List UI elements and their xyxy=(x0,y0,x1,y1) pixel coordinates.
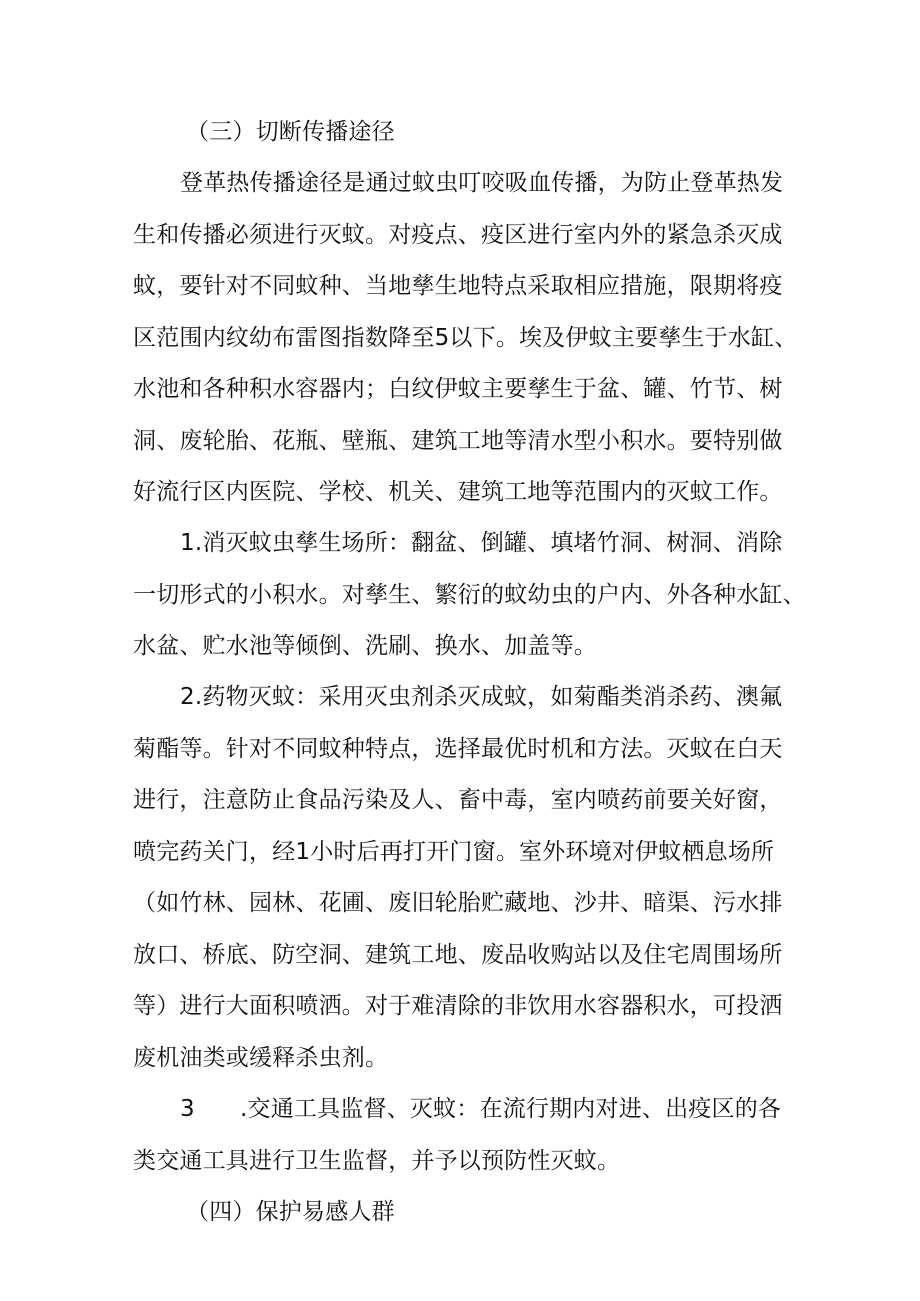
paragraph-line: 水池和各种积水容器内；白纹伊蚊主要孳生于盆、罐、竹节、树 xyxy=(133,376,783,402)
list-item-2-line: 2.药物灭蚊：采用灭虫剂杀灭成蚊，如菊酯类消杀药、澳氟 xyxy=(180,684,783,710)
paragraph-line: 好流行区内医院、学校、机关、建筑工地等范围内的灭蚊工作。 xyxy=(133,479,783,505)
paragraph-line: 区范围内纹幼布雷图指数降至5以下。埃及伊蚊主要孳生于水缸、 xyxy=(133,325,798,351)
paragraph-line: 生和传播必须进行灭蚊。对疫点、疫区进行室内外的紧急杀灭成 xyxy=(133,222,783,248)
list-item-2-line: 放口、桥底、防空洞、建筑工地、废品收购站以及住宅周围场所 xyxy=(133,942,783,968)
list-item-2-line: 菊酯等。针对不同蚊种特点，选择最优时机和方法。灭蚊在白天 xyxy=(133,736,783,762)
list-item-2-line: 进行，注意防止食品污染及人、畜中毒，室内喷药前要关好窗， xyxy=(133,787,783,813)
paragraph-line: 登革热传播途径是通过蚊虫叮咬吸血传播，为防止登革热发 xyxy=(180,170,784,196)
list-item-2-line: （如竹林、园林、花圃、废旧轮胎贮藏地、沙井、暗渠、污水排 xyxy=(133,890,783,916)
section-heading-4: （四）保护易感人群 xyxy=(186,1199,395,1225)
list-item-3-line: .交通工具监督、灭蚊：在流行期内对进、出疫区的各 xyxy=(240,1096,782,1122)
list-item-3-line: 类交通工具进行卫生监督，并予以预防性灭蚊。 xyxy=(133,1148,621,1174)
paragraph-line: 蚊，要针对不同蚊种、当地孳生地特点采取相应措施，限期将疫 xyxy=(133,273,783,299)
list-item-1-line: 一切形式的小积水。对孳生、繁衍的蚊幼虫的户内、外各种水缸、 xyxy=(133,582,806,608)
section-heading-3: （三）切断传播途径 xyxy=(186,119,395,145)
paragraph-line: 洞、废轮胎、花瓶、壁瓶、建筑工地等清水型小积水。要特别做 xyxy=(133,428,783,454)
list-item-3-number: 3 xyxy=(180,1096,195,1122)
list-item-2-line: 废机油类或缓释杀虫剂。 xyxy=(133,1045,389,1071)
list-item-2-line: 等）进行大面积喷洒。对于难清除的非饮用水容器积水，可投洒 xyxy=(133,993,783,1019)
list-item-1-line: 水盆、贮水池等倾倒、洗刷、换水、加盖等。 xyxy=(133,633,597,659)
list-item-2-line: 喷完药关门，经1小时后再打开门窗。室外环境对伊蚊栖息场所 xyxy=(133,839,775,865)
list-item-1-line: 1.消灭蚊虫孳生场所：翻盆、倒罐、填堵竹洞、树洞、消除 xyxy=(180,530,783,556)
